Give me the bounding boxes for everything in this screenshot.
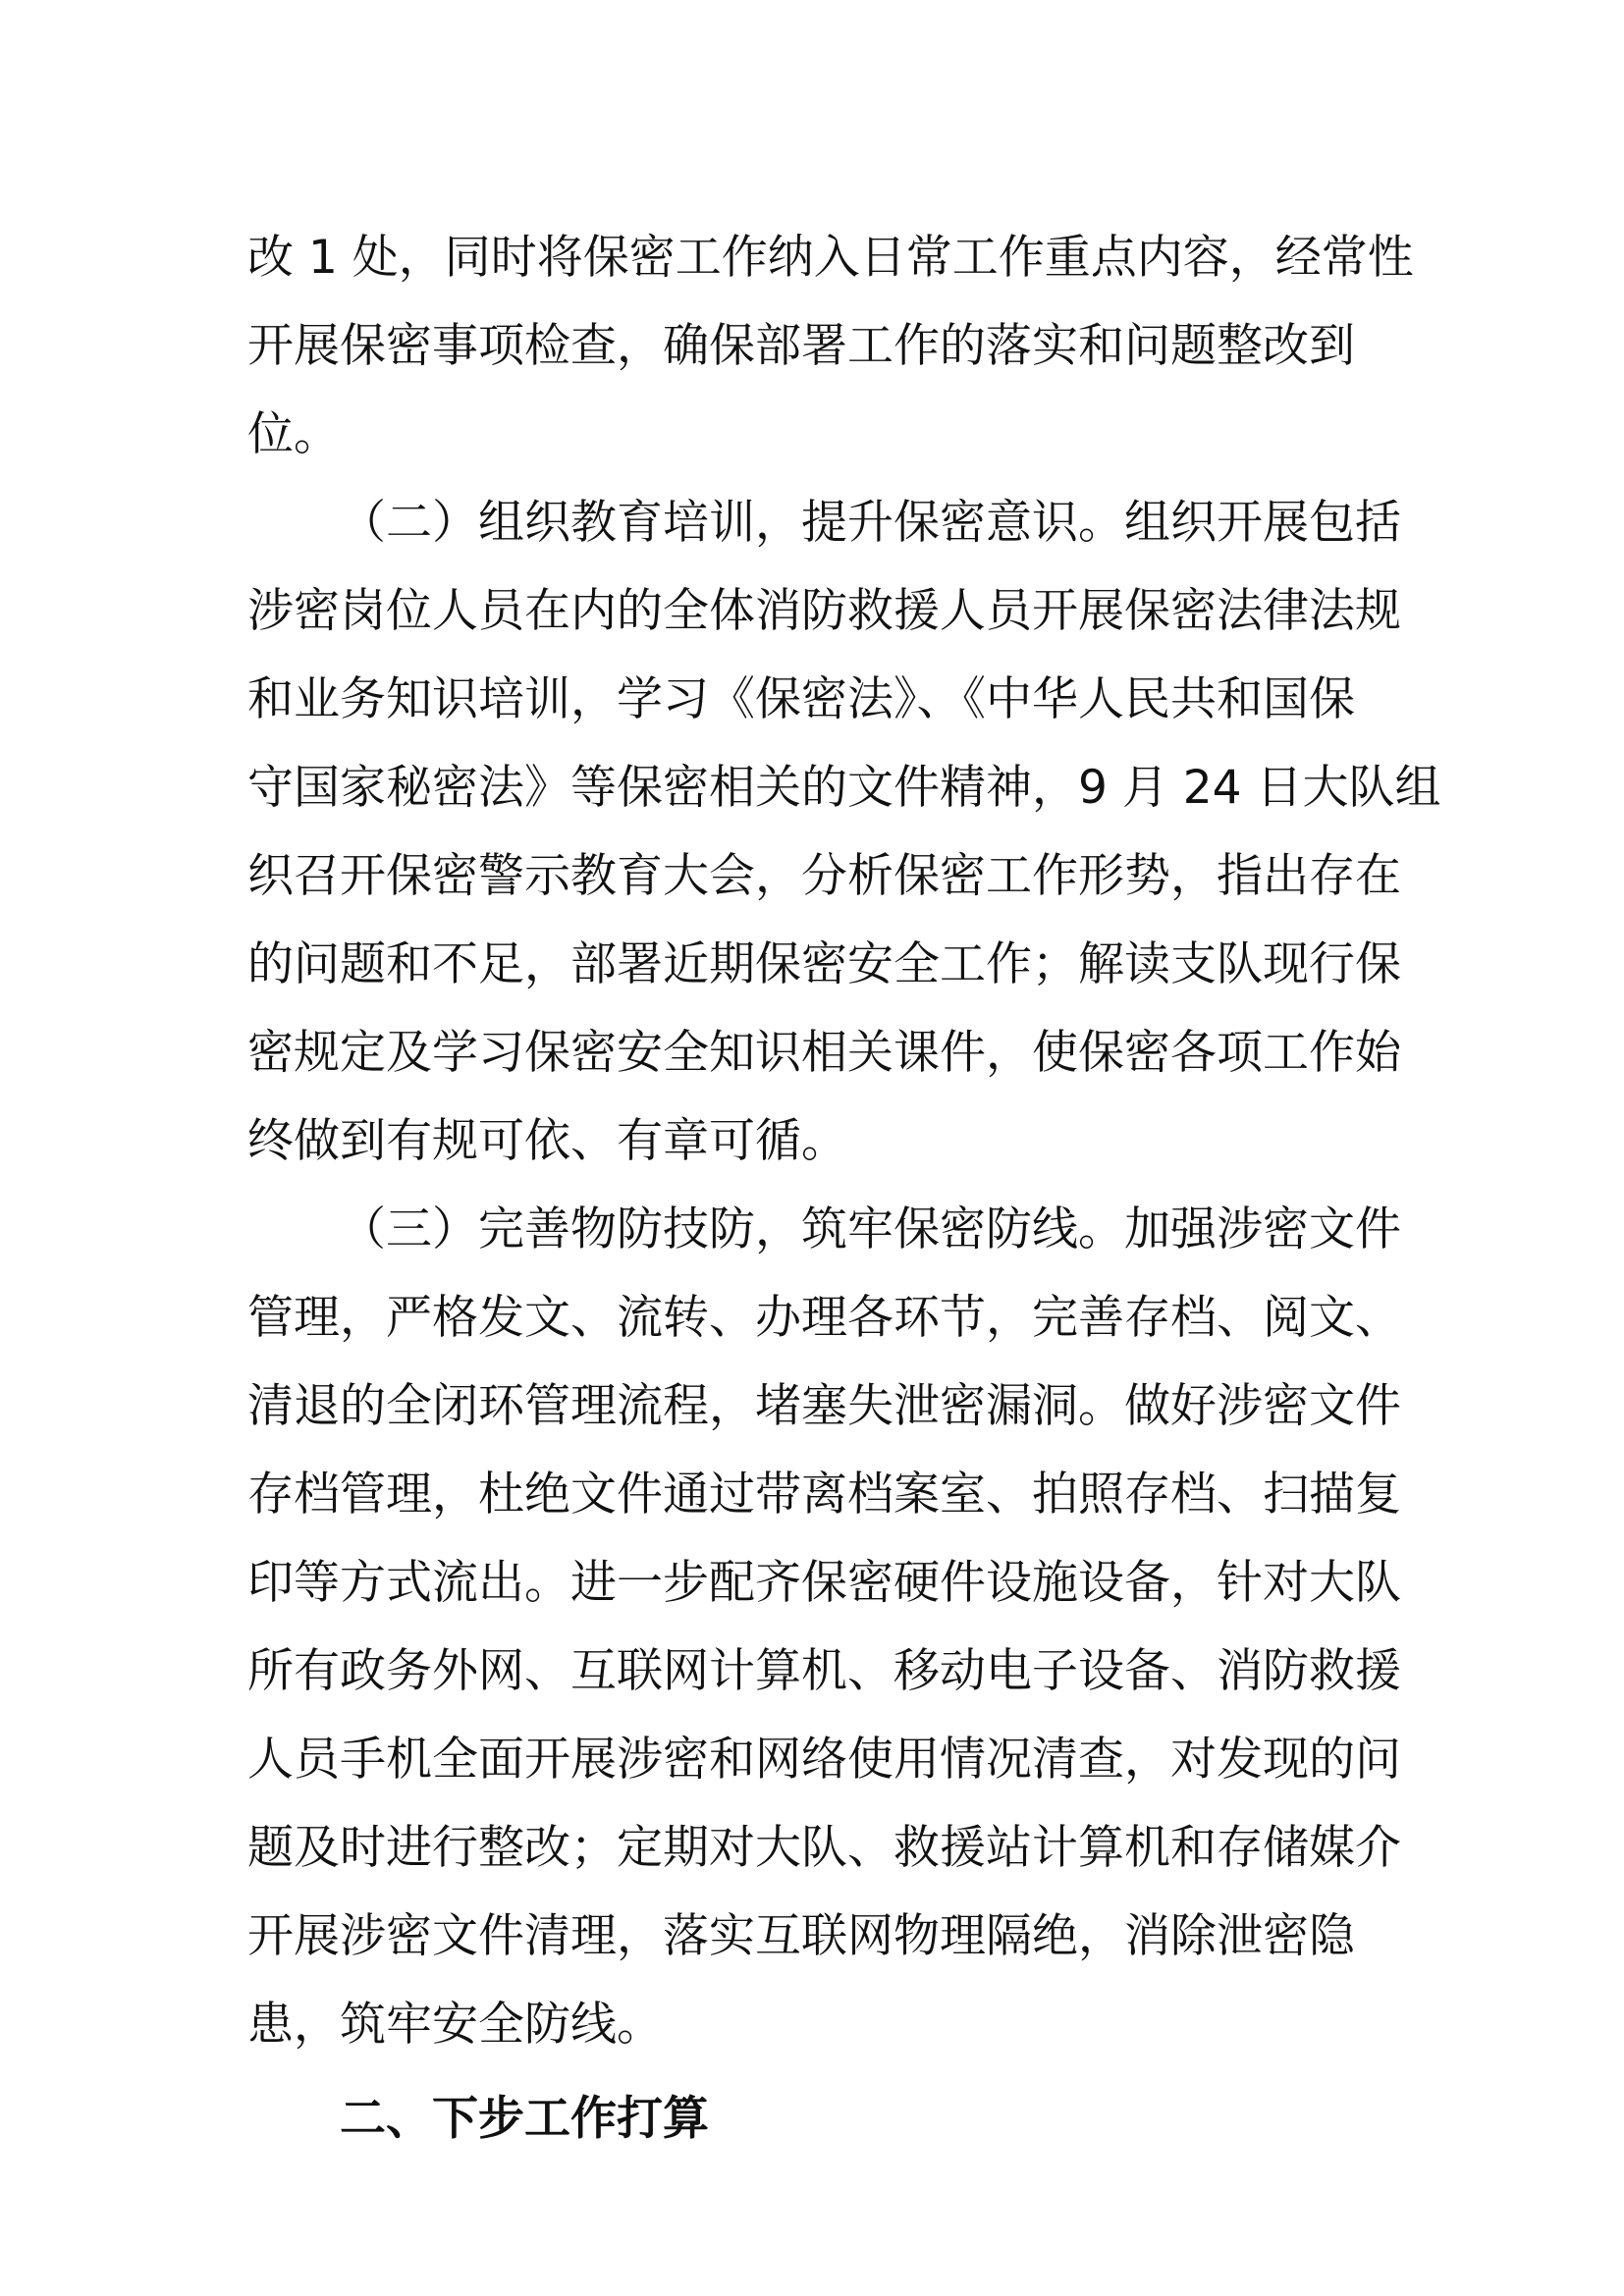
paragraph-line: 织召开保密警示教育大会，分析保密工作形势，指出存在 xyxy=(247,849,1401,903)
paragraph-line: 开展涉密文件清理，落实互联网物理隔绝，消除泄密隐 xyxy=(247,1909,1355,1963)
paragraph-line: 终做到有规可依、有章可循。 xyxy=(247,1114,847,1168)
paragraph-line: 清退的全闭环管理流程，堵塞失泄密漏洞。做好涉密文件 xyxy=(247,1379,1401,1433)
paragraph-line: 患，筑牢安全防线。 xyxy=(247,1998,663,2052)
paragraph-line: 的问题和不足，部署近期保密安全工作；解读支队现行保 xyxy=(247,937,1401,991)
section-2-first-line: （二）组织教育培训，提升保密意识。组织开展包括 xyxy=(340,496,1401,550)
section-heading: 二、下步工作打算 xyxy=(340,2092,709,2146)
section-3-first-line: （三）完善物防技防，筑牢保密防线。加强涉密文件 xyxy=(340,1202,1401,1256)
paragraph-line: 所有政务外网、互联网计算机、移动电子设备、消防救援 xyxy=(247,1644,1401,1698)
paragraph-line: 人员手机全面开展涉密和网络使用情况清查，对发现的问 xyxy=(247,1733,1401,1787)
paragraph-line: 题及时进行整改；定期对大队、救援站计算机和存储媒介 xyxy=(247,1821,1401,1875)
paragraph-line: 和业务知识培训，学习《保密法》、《中华人民共和国保 xyxy=(247,672,1355,726)
document-page xyxy=(247,214,1441,2163)
paragraph-line: 改 1 处，同时将保密工作纳入日常工作重点内容，经常性 xyxy=(247,231,1414,285)
paragraph-line: 存档管理，杜绝文件通过带离档案室、拍照存档、扫描复 xyxy=(247,1468,1401,1522)
paragraph-line: 开展保密事项检查，确保部署工作的落实和问题整改到 xyxy=(247,319,1355,373)
paragraph-line: 守国家秘密法》等保密相关的文件精神，9 月 24 日大队组 xyxy=(247,761,1441,815)
paragraph-line: 位。 xyxy=(247,407,340,461)
paragraph-line: 涉密岗位人员在内的全体消防救援人员开展保密法律法规 xyxy=(247,584,1401,638)
paragraph-line: 管理，严格发文、流转、办理各环节，完善存档、阅文、 xyxy=(247,1291,1401,1345)
paragraph-line: 密规定及学习保密安全知识相关课件，使保密各项工作始 xyxy=(247,1026,1401,1080)
paragraph-line: 印等方式流出。进一步配齐保密硬件设施设备，针对大队 xyxy=(247,1556,1401,1610)
